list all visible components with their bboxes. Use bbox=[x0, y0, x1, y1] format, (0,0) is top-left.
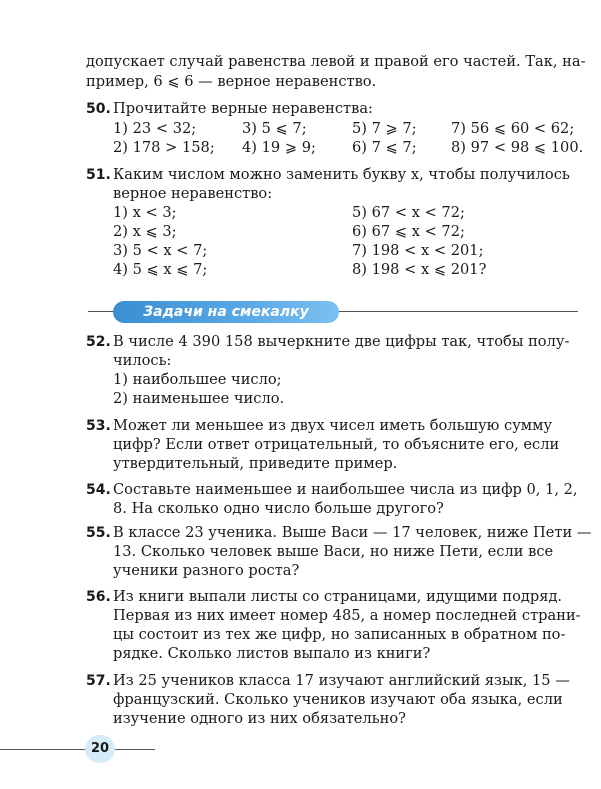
exercise-number: 51. bbox=[86, 167, 111, 183]
exercise-51-line-1: Каким числом можно заменить букву x, чтобы получилось bbox=[113, 166, 570, 183]
footer-line-left bbox=[0, 749, 86, 750]
exercise-55-line-3: ученики разного роста? bbox=[113, 562, 300, 579]
ex51-item-4: 4) 5 ⩽ x ⩽ 7; bbox=[113, 261, 208, 278]
exercise-57-line-1: Из 25 учеников класса 17 изучают английский язык, 15 — bbox=[113, 672, 570, 689]
exercise-52-line-3: 1) наибольшее число; bbox=[113, 371, 282, 388]
exercise-number: 53. bbox=[86, 418, 111, 434]
ex50-item-4: 4) 19 ⩾ 9; bbox=[242, 139, 316, 156]
exercise-54-line-1: Составьте наименьшее и наибольшее числа из цифр 0, 1, 2, bbox=[113, 481, 578, 498]
exercise-56-line-3: цы состоит из тех же цифр, но записанных в обратном по- bbox=[113, 626, 566, 643]
ex51-item-6: 6) 67 ⩽ x < 72; bbox=[352, 223, 465, 240]
exercise-51-line-2: верное неравенство: bbox=[113, 185, 273, 202]
exercise-55-line-1: В классе 23 ученика. Выше Васи — 17 человек, ниже Пети — bbox=[113, 524, 592, 541]
ex51-item-2: 2) x ⩽ 3; bbox=[113, 223, 177, 240]
exercise-number: 57. bbox=[86, 673, 111, 689]
ex51-item-7: 7) 198 < x < 201; bbox=[352, 242, 484, 259]
intro-line-1: допускает случай равенства левой и правой его частей. Так, на- bbox=[86, 53, 586, 70]
exercise-56-line-1: Из книги выпали листы со страницами, идущими подряд. bbox=[113, 588, 563, 605]
footer-line-right bbox=[115, 749, 155, 750]
exercise-53-line-1: Может ли меньшее из двух чисел иметь большую сумму bbox=[113, 417, 553, 434]
intro-line-2: пример, 6 ⩽ 6 — верное неравенство. bbox=[86, 73, 377, 90]
ex51-item-1: 1) x < 3; bbox=[113, 204, 177, 221]
exercise-55-line-2: 13. Сколько человек выше Васи, но ниже Пети, если все bbox=[113, 543, 554, 560]
ex51-item-3: 3) 5 < x < 7; bbox=[113, 242, 208, 259]
exercise-57-line-3: изучение одного из них обязательно? bbox=[113, 710, 406, 727]
ex50-item-1: 1) 23 < 32; bbox=[113, 120, 197, 137]
exercise-57-line-2: французский. Сколько учеников изучают оба языка, если bbox=[113, 691, 563, 708]
exercise-number: 54. bbox=[86, 482, 111, 498]
exercise-52-line-2: чилось: bbox=[113, 352, 172, 369]
ex50-item-5: 5) 7 ⩾ 7; bbox=[352, 120, 417, 137]
ex50-item-8: 8) 97 < 98 ⩽ 100. bbox=[451, 139, 584, 156]
ex50-item-2: 2) 178 > 158; bbox=[113, 139, 215, 156]
exercise-number: 50. bbox=[86, 101, 111, 117]
exercise-number: 55. bbox=[86, 525, 111, 541]
ex51-item-8: 8) 198 < x ⩽ 201? bbox=[352, 261, 487, 278]
ex51-item-5: 5) 67 < x < 72; bbox=[352, 204, 465, 221]
exercise-54-line-2: 8. На сколько одно число больше другого? bbox=[113, 500, 444, 517]
exercise-50-text: Прочитайте верные неравенства: bbox=[113, 100, 373, 117]
exercise-52-line-4: 2) наименьшее число. bbox=[113, 390, 285, 407]
exercise-56-line-4: рядке. Сколько листов выпало из книги? bbox=[113, 645, 431, 662]
exercise-number: 52. bbox=[86, 334, 111, 350]
page-number: 20 bbox=[85, 735, 115, 763]
ex50-item-3: 3) 5 ⩽ 7; bbox=[242, 120, 307, 137]
ex50-item-6: 6) 7 ⩽ 7; bbox=[352, 139, 417, 156]
exercise-53-line-2: цифр? Если ответ отрицательный, то объясните его, если bbox=[113, 436, 560, 453]
exercise-52-line-1: В числе 4 390 158 вычеркните две цифры так, чтобы полу- bbox=[113, 333, 570, 350]
exercise-56-line-2: Первая из них имеет номер 485, а номер последней страни- bbox=[113, 607, 581, 624]
exercise-number: 56. bbox=[86, 589, 111, 605]
exercise-53-line-3: утвердительный, приведите пример. bbox=[113, 455, 398, 472]
section-title: Задачи на смекалку bbox=[143, 304, 309, 320]
ex50-item-7: 7) 56 ⩽ 60 < 62; bbox=[451, 120, 575, 137]
